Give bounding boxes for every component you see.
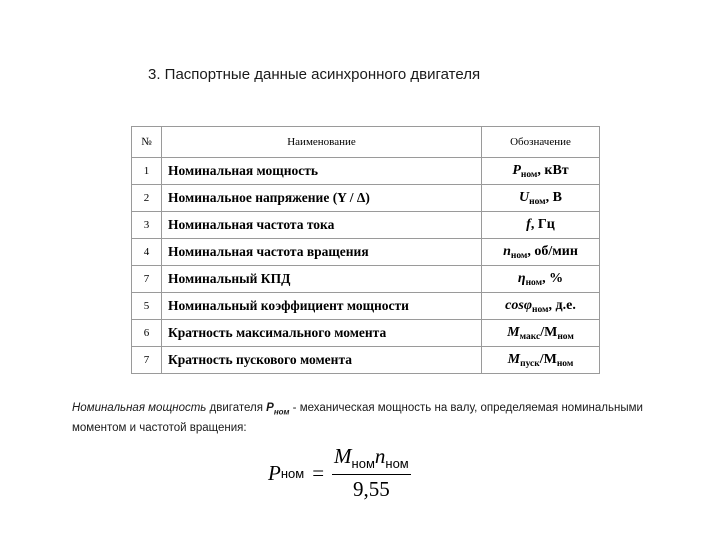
formula-lhs: P: [268, 460, 281, 485]
symbol-subscript-2: ном: [557, 331, 574, 342]
symbol-subscript: ном: [529, 196, 546, 207]
symbol-subscript: ном: [510, 250, 528, 261]
symbol-main: n: [503, 243, 511, 259]
symbol-subscript: макс: [519, 331, 541, 342]
row-symbol: [482, 185, 600, 212]
table-row: [132, 320, 600, 347]
table-row: [132, 239, 600, 266]
table-header-row: [132, 127, 600, 158]
row-number: 7: [132, 347, 162, 374]
formula-speed: n: [374, 444, 386, 469]
row-number: 3: [132, 212, 162, 239]
symbol-unit: , %: [542, 270, 564, 286]
table-row: [132, 266, 600, 293]
passport-data-table: [131, 126, 600, 374]
page-title: 3. Паспортные данные асинхронного двигателя: [148, 66, 481, 83]
row-name: Кратность максимального момента: [162, 320, 482, 347]
symbol-main: M: [507, 324, 520, 340]
row-number: 2: [132, 185, 162, 212]
symbol-unit: , об/мин: [527, 243, 578, 259]
symbol-unit: , кВт: [537, 162, 569, 178]
row-name: Номинальная мощность: [162, 158, 482, 185]
caption-symbol: P: [266, 402, 274, 414]
header-number: №: [132, 127, 162, 158]
row-symbol: [482, 212, 600, 239]
caption-symbol-sub: ном: [273, 407, 290, 417]
table-row: [132, 185, 600, 212]
header-symbol: Обозначение: [482, 127, 600, 158]
symbol-unit: , Гц: [530, 216, 555, 232]
caption-term: Номинальная мощность: [72, 402, 207, 414]
table-row: [132, 293, 600, 320]
table-row: [132, 212, 600, 239]
row-symbol: [482, 158, 600, 185]
formula-moment: M: [334, 444, 352, 469]
caption-text: [72, 400, 652, 436]
row-name: Номинальная частота тока: [162, 212, 482, 239]
caption-mid: двигателя: [206, 402, 267, 414]
row-symbol: [482, 266, 600, 293]
symbol-main: f: [526, 216, 531, 232]
formula-speed-sub: ном: [385, 456, 409, 472]
row-name: Номинальный КПД: [162, 266, 482, 293]
symbol-main: P: [512, 162, 521, 178]
row-number: 4: [132, 239, 162, 266]
symbol-main: η: [517, 270, 526, 286]
formula-moment-sub: ном: [351, 456, 375, 472]
symbol-main: cosφ: [505, 297, 533, 313]
formula-fraction: [332, 444, 411, 501]
row-symbol: [482, 347, 600, 374]
header-name: Наименование: [162, 127, 482, 158]
table-row: [132, 347, 600, 374]
symbol-unit: , д.е.: [548, 297, 576, 313]
row-name: Номинальное напряжение (Y / Δ): [162, 185, 482, 212]
row-name: Кратность пускового момента: [162, 347, 482, 374]
formula-equals: =: [312, 460, 325, 485]
formula-numerator: [332, 444, 411, 474]
symbol-unit: , В: [545, 189, 562, 205]
symbol-subscript: ном: [532, 304, 549, 315]
formula-lhs-sub: ном: [280, 465, 305, 481]
symbol-main: U: [519, 189, 530, 205]
power-formula: [268, 444, 411, 501]
symbol-subscript: пуск: [520, 358, 540, 369]
row-name: Номинальный коэффициент мощности: [162, 293, 482, 320]
row-number: 7: [132, 266, 162, 293]
symbol-subscript-2: ном: [556, 358, 574, 369]
row-number: 1: [132, 158, 162, 185]
formula-denominator: 9,55: [353, 476, 390, 501]
caption-rest: - механическая мощность на валу, определяемая номинальными моментом и частотой вращения:: [72, 402, 643, 435]
row-number: 5: [132, 293, 162, 320]
symbol-unit: /M: [540, 324, 558, 340]
symbol-subscript: ном: [520, 169, 538, 180]
row-symbol: [482, 320, 600, 347]
symbol-unit: /M: [539, 351, 557, 367]
row-symbol: [482, 239, 600, 266]
symbol-subscript: ном: [525, 277, 543, 288]
table-row: [132, 158, 600, 185]
symbol-main: M: [507, 351, 521, 367]
row-name: Номинальная частота вращения: [162, 239, 482, 266]
row-number: 6: [132, 320, 162, 347]
row-symbol: [482, 293, 600, 320]
